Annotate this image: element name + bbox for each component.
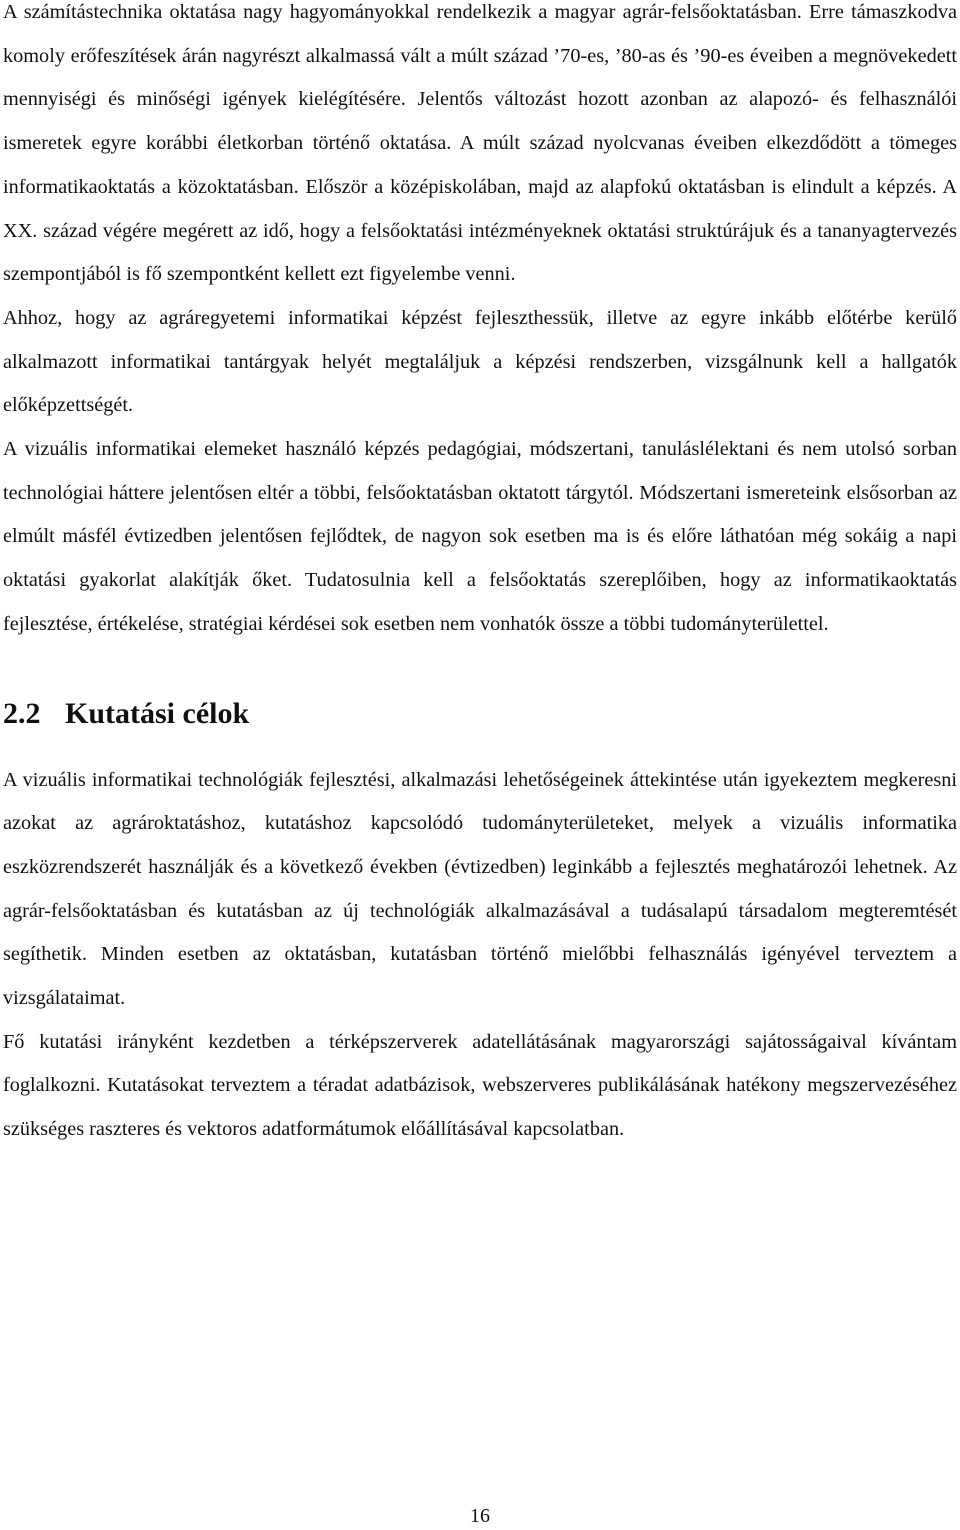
body-paragraph: A vizuális informatikai elemeket használó képzés pedagógiai, módszertani, tanuláslélektani és nem utolsó sorban technológiai háttere jelentősen eltér a többi, felsőoktatásban oktatott tárgytól. Módszertani ismereteink elsősorban az elmúlt másfél évtizedben jelentősen fejlődtek, de nagyon sok esetben ma is és előre láthatóan még sokáig a napi oktatási gyakorlat alakítják őket. Tudatosulnia kell a felsőoktatás szereplőiben, hogy az informatikaoktatás fejlesztése, értékelése, stratégiai kérdései sok esetben nem vonhatók össze a többi tudományterülettel. — [3, 438, 957, 635]
document-page — [3, 0, 957, 1152]
body-paragraph: Fő kutatási irányként kezdetben a térképszerverek adatellátásának magyarországi sajátosságaival kívántam foglalkozni. Kutatásokat terveztem a téradat adatbázisok, webszerveres publikálásának hatékony megszervezéséhez szükséges raszteres és vektoros adatformátumok előállításával kapcsolatban. — [3, 1030, 957, 1141]
body-paragraph: Ahhoz, hogy az agráregyetemi informatikai képzést fejleszthessük, illetve az egyre inkább előtérbe kerülő alkalmazott informatikai tantárgyak helyét megtaláljuk a képzési rendszerben, vizsgálnunk kell a hallgatók előképzettségét. — [3, 306, 957, 417]
section-title: Kutatási célok — [65, 696, 250, 730]
section-heading — [3, 695, 957, 733]
page-number: 16 — [470, 1505, 490, 1527]
body-paragraph: A számítástechnika oktatása nagy hagyományokkal rendelkezik a magyar agrár-felsőoktatásban. Erre támaszkodva komoly erőfeszítések árán nagyrészt alkalmassá vált a múlt század ’70-es, ’80-as és ’90-es éveiben a megnövekedett mennyiségi és minőségi igények kielégítésére. Jelentős változást hozott azonban az alapozó- és felhasználói ismeretek egyre korábbi életkorban történő oktatása. A múlt század nyolcvanas éveiben elkezdődött a tömeges informatikaoktatás a közoktatásban. Először a középiskolában, majd az alapfokú oktatásban is elindult a képzés. A XX. század végére megérett az idő, hogy a felsőoktatási intézményeknek oktatási struktúrájuk és a tananyagtervezés szempontjából is fő szempontként kellett ezt figyelembe venni. — [3, 1, 957, 286]
section-number: 2.2 — [3, 696, 41, 730]
body-paragraph: A vizuális informatikai technológiák fejlesztési, alkalmazási lehetőségeinek áttekintése után igyekeztem megkeresni azokat az agrároktatáshoz, kutatáshoz kapcsolódó tudományterületeket, melyek a vizuális informatika eszközrendszerét használják és a következő években (évtizedben) leginkább a fejlesztés meghatározói lehetnek. Az agrár-felsőoktatásban és kutatásban az új technológiák alkalmazásával a tudásalapú társadalom megteremtését segíthetik. Minden esetben az oktatásban, kutatásban történő mielőbbi felhasználás igényével terveztem a vizsgálataimat. — [3, 768, 957, 1010]
